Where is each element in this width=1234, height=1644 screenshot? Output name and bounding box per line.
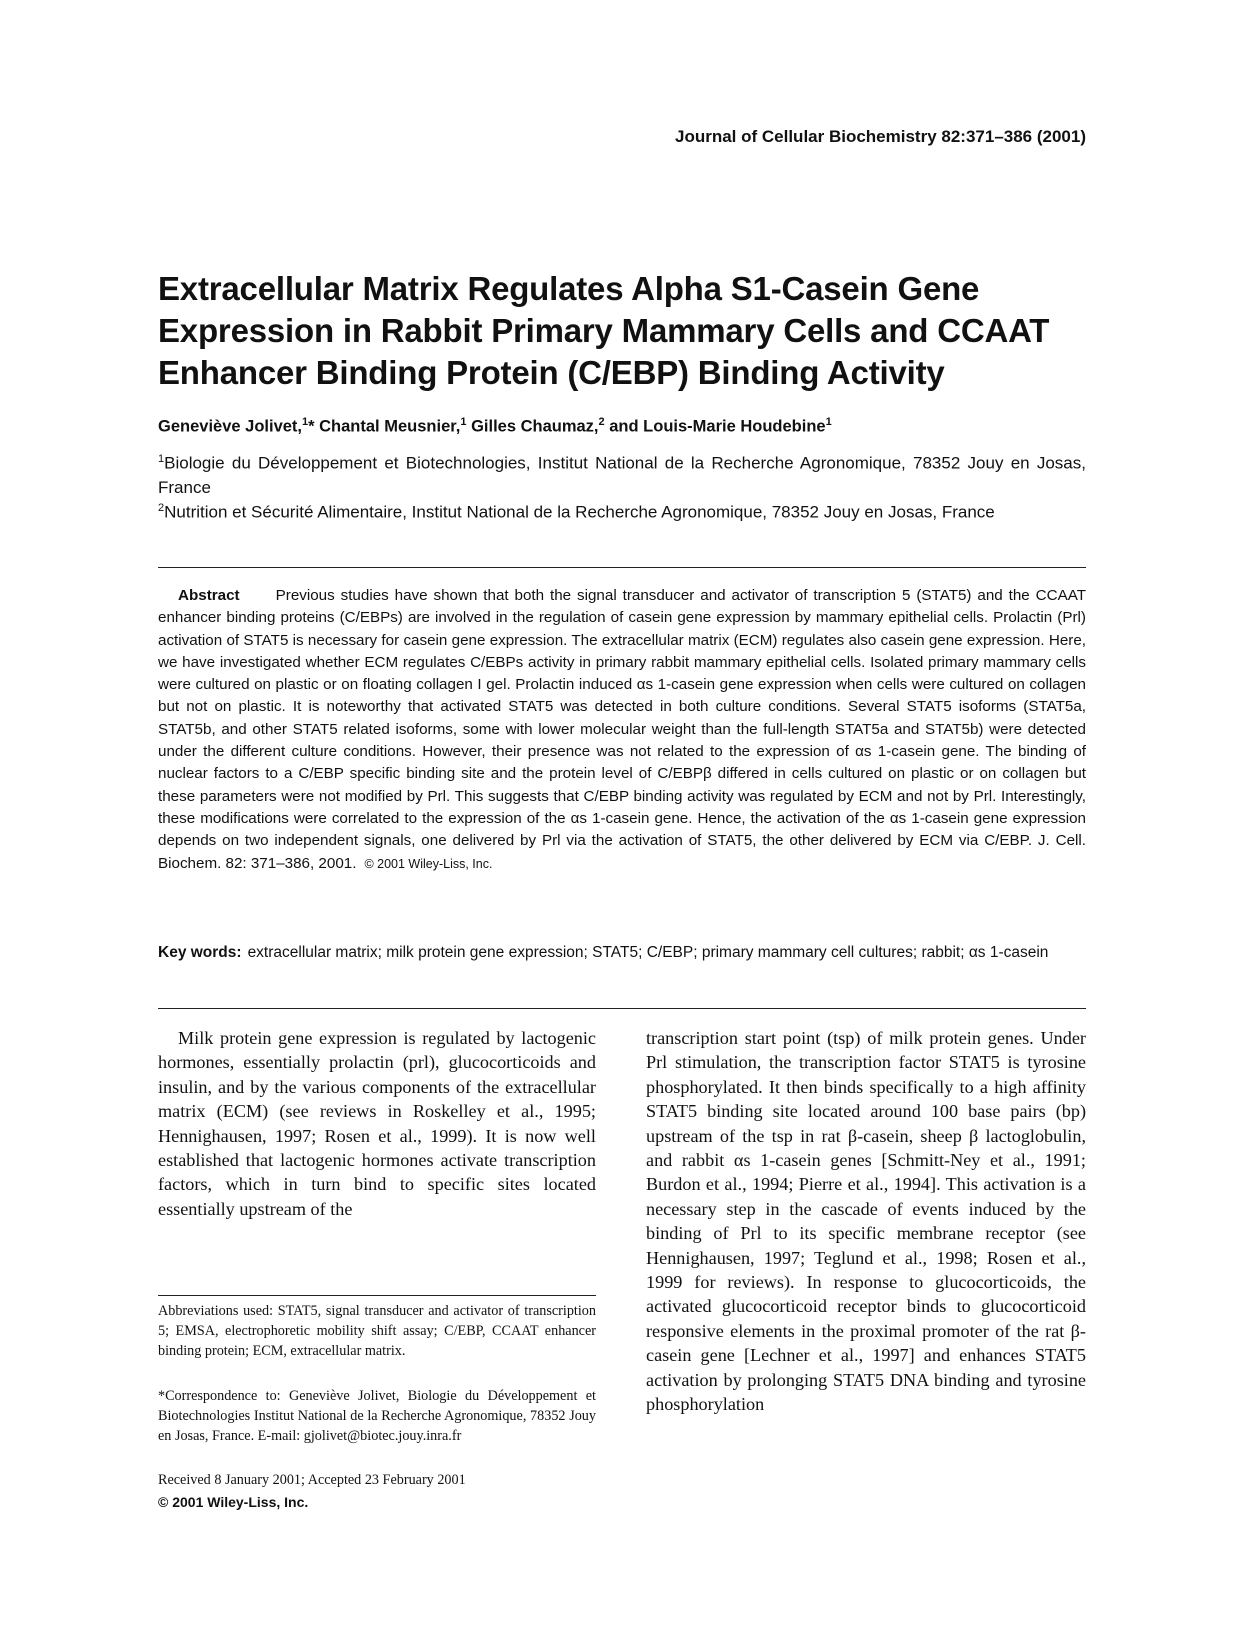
footnote-correspondence: *Correspondence to: Geneviève Jolivet, Biologie du Développement et Biotechnologies Institut National de la Recherche Agronomique, 78352 Jouy en Josas, France. E-mail: gjolivet@biotec.jouy.inra.fr [158, 1388, 596, 1444]
divider-rule [158, 1008, 1086, 1009]
author-name: Chantal Meusnier, [319, 417, 461, 436]
author-name: Geneviève Jolivet, [158, 417, 302, 436]
divider-rule [158, 567, 1086, 568]
author-name: and Louis-Marie Houdebine [609, 417, 826, 436]
author-name: Gilles Chaumaz, [471, 417, 599, 436]
footnote-copyright: © 2001 Wiley-Liss, Inc. [158, 1494, 309, 1510]
affiliation-marker: 1 [158, 453, 165, 465]
affiliation-text: Biologie du Développement et Biotechnologies, Institut National de la Recherche Agronomique, 78352 Jouy en Josas, France [158, 453, 1086, 497]
affiliation-marker: 2 [158, 502, 165, 514]
abstract-text: Previous studies have shown that both the signal transducer and activator of transcription 5 (STAT5) and the CCAAT enhancer binding proteins (C/EBPs) are involved in the regulation of casein gene expression by mammary epithelial cells. Prolactin (Prl) activation of STAT5 is necessary for casein gene expression. The extracellular matrix (ECM) regulates also casein gene expression. Here, we have investigated whether ECM regulates C/EBPs activity in primary rabbit mammary epithelial cells. Isolated primary mammary cells were cultured on plastic or on floating collagen I gel. Prolactin induced αs 1-casein gene expression when cells were cultured on collagen but not on plastic. It is noteworthy that activated STAT5 was detected in both culture conditions. Several STAT5 isoforms (STAT5a, STAT5b, and other STAT5 related isoforms, some with lower molecular weight than the full-length STAT5a and STAT5b) were detected under the different culture conditions. However, their presence was not related to the expression of αs 1-casein gene. The binding of nuclear factors to a C/EBP specific binding site and the protein level of C/EBPβ differed in cells cultured on plastic or on collagen but these parameters were not modified by Prl. This suggests that C/EBP binding activity was regulated by ECM and not by Prl. Interestingly, these modifications were correlated to the expression of the αs 1-casein gene. Hence, the activation of the αs 1-casein gene expression depends on two independent signals, one delivered by Prl via the activation of STAT5, the other delivered by ECM via C/EBP. J. Cell. Biochem. 82: 371–386, 2001. [158, 587, 1086, 872]
affiliation-2 [158, 496, 1086, 525]
keywords-text: extracellular matrix; milk protein gene expression; STAT5; C/EBP; primary mammary cell cultures; rabbit; αs 1-casein [247, 944, 1049, 961]
author-affiliation-marker: 1 [460, 416, 467, 428]
author-separator: * [308, 417, 320, 436]
footnote-rule [158, 1295, 596, 1296]
keywords-label: Key words: [158, 944, 242, 961]
affiliation-1 [158, 447, 1086, 500]
abstract-label: Abstract [178, 587, 240, 604]
abstract-copyright: © 2001 Wiley-Liss, Inc. [364, 856, 493, 871]
footnote-abbreviations: Abbreviations used: STAT5, signal transducer and activator of transcription 5; EMSA, electrophoretic mobility shift assay; C/EBP, CCAAT enhancer binding protein; ECM, extracellular matrix. [158, 1303, 596, 1359]
body-column-left: Milk protein gene expression is regulated by lactogenic hormones, essentially prolactin (prl), glucocorticoids and insulin, and by the various components of the extracellular matrix (ECM) (see reviews in Roskelley et al., 1995; Hennighausen, 1997; Rosen et al., 1999). It is now well established that lactogenic hormones activate transcription factors, which in turn bind to specific sites located essentially upstream of the [158, 1028, 596, 1219]
footnote-received-dates: Received 8 January 2001; Accepted 23 February 2001 [158, 1472, 466, 1488]
author-affiliation-marker: 1 [825, 416, 832, 428]
journal-citation: Journal of Cellular Biochemistry 82:371–386 (2001) [674, 127, 1086, 146]
author-list [158, 416, 1088, 437]
paper-title: Extracellular Matrix Regulates Alpha S1-Casein Gene Expression in Rabbit Primary Mammary Cells and CCAAT Enhancer Binding Protein (C/EBP) Binding Activity [158, 270, 1050, 391]
author-affiliation-marker: 1 [302, 416, 309, 428]
author-affiliation-marker: 2 [598, 416, 605, 428]
affiliation-text: Nutrition et Sécurité Alimentaire, Institut National de la Recherche Agronomique, 78352 Jouy en Josas, France [164, 502, 995, 522]
abstract [158, 585, 1086, 875]
body-column-right: transcription start point (tsp) of milk protein genes. Under Prl stimulation, the transcription factor STAT5 is tyrosine phosphorylated. It then binds specifically to a high affinity STAT5 binding site located around 100 base pairs (bp) upstream of the tsp in rat β-casein, sheep β lactoglobulin, and rabbit αs 1-casein genes [Schmitt-Ney et al., 1991; Burdon et al., 1994; Pierre et al., 1994]. This activation is a necessary step in the cascade of events induced by the binding of Prl to its specific membrane receptor (see Hennighausen, 1997; Teglund et al., 1998; Rosen et al., 1999 for reviews). In response to glucocorticoids, the activated glucocorticoid receptor binds to glucocorticoid responsive elements in the proximal promoter of the rat β-casein gene [Lechner et al., 1997] and enhances STAT5 activation by prolonging STAT5 DNA binding and tyrosine phosphorylation [646, 1028, 1086, 1415]
keywords [158, 942, 1086, 964]
